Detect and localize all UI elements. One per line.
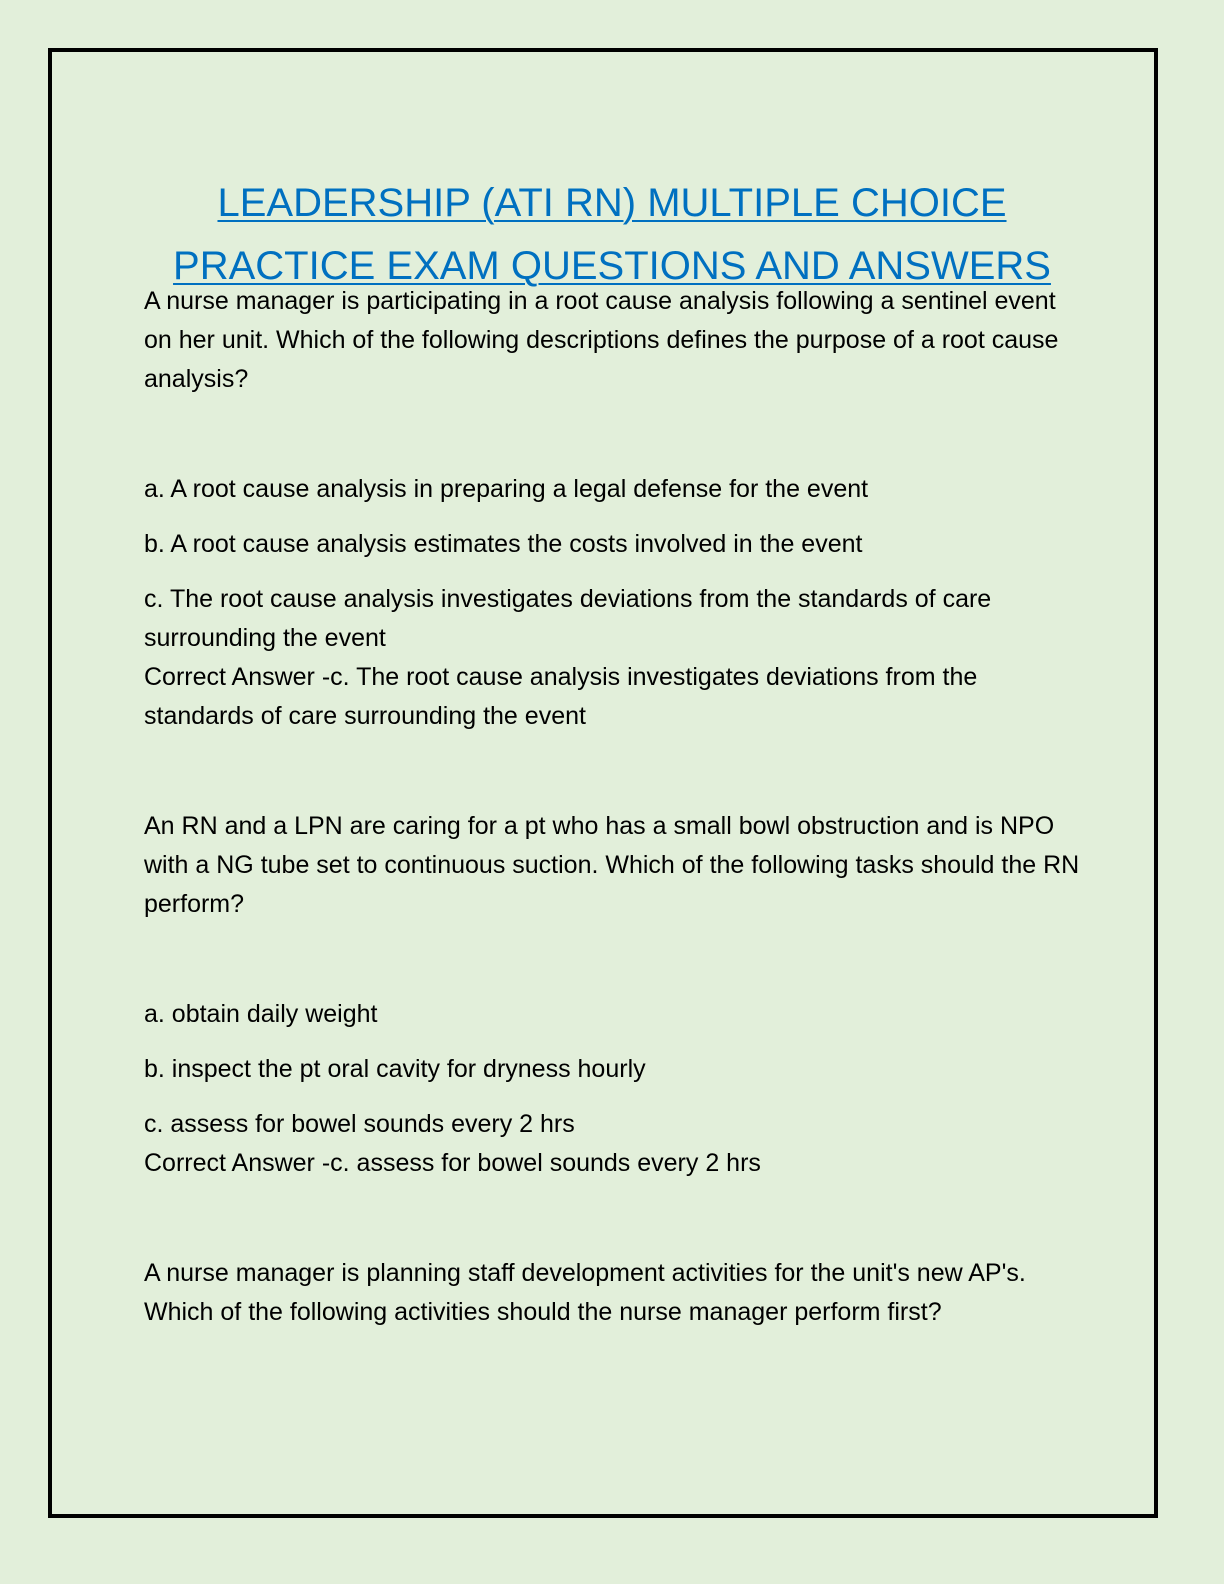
document-title <box>0 172 1224 298</box>
question-1-answer: Correct Answer -c. The root cause analysis investigates deviations from the standards of care surrounding the event <box>144 663 978 730</box>
question-2-option-c: c. assess for bowel sounds every 2 hrs <box>144 1110 575 1138</box>
question-2-text: An RN and a LPN are caring for a pt who has a small bowl obstruction and is NPO with a NG tube set to continuous suction. Which of the following tasks should the RN perform? <box>144 812 1080 918</box>
question-2-answer: Correct Answer -c. assess for bowel sounds every 2 hrs <box>144 1149 761 1177</box>
question-2-option-b: b. inspect the pt oral cavity for dryness hourly <box>144 1055 646 1083</box>
title-line-2: PRACTICE EXAM QUESTIONS AND ANSWERS <box>173 243 1051 288</box>
question-1-text: A nurse manager is participating in a root cause analysis following a sentinel event on her unit. Which of the following descriptions defines the purpose of a root cause analysis? <box>144 287 1059 393</box>
question-2-option-a: a. obtain daily weight <box>144 1000 378 1028</box>
question-1-option-a: a. A root cause analysis in preparing a legal defense for the event <box>144 475 869 503</box>
title-line-1: LEADERSHIP (ATI RN) MULTIPLE CHOICE <box>217 180 1007 225</box>
question-1-option-b: b. A root cause analysis estimates the costs involved in the event <box>144 530 863 558</box>
question-1-option-c: c. The root cause analysis investigates deviations from the standards of care surrounding the event <box>144 585 992 652</box>
question-content <box>144 282 1084 1332</box>
question-3-text: A nurse manager is planning staff development activities for the unit's new AP's. Which of the following activities should the nurse manager perform first? <box>144 1259 1026 1326</box>
